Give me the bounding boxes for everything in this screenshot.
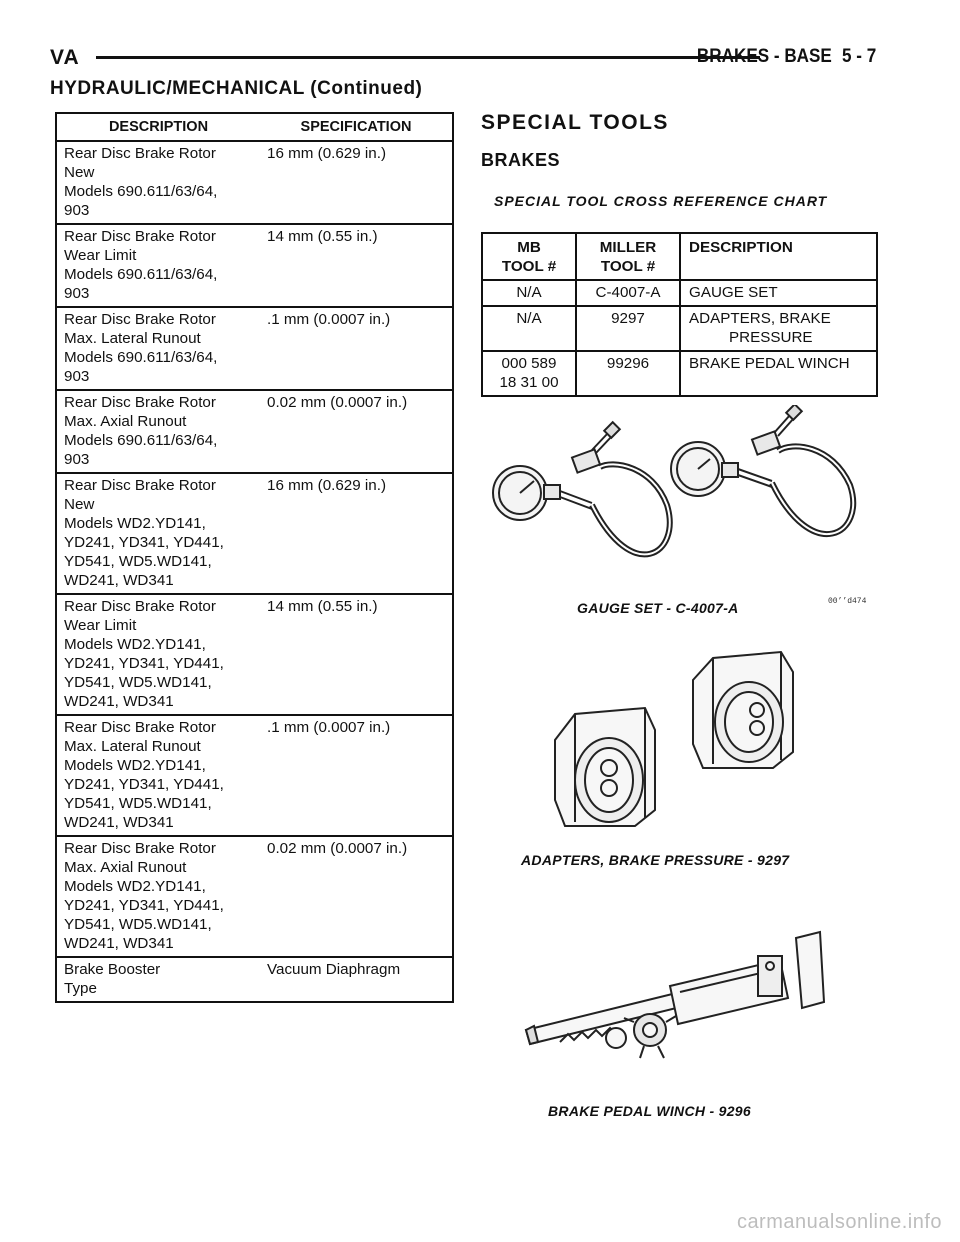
header-section-title: BRAKES - BASE (696, 46, 832, 67)
xref-description (680, 280, 877, 306)
spec-value: .1 mm (0.0007 in.) (260, 307, 453, 390)
gauge-set-figure-code: 00’’d474 (828, 597, 867, 606)
spec-description: Rear Disc Brake Rotor Max. Lateral Runout Models WD2.YD141, YD241, YD341, YD441, YD541, WD5.WD141, WD241, WD341 (56, 715, 260, 836)
spec-value: 16 mm (0.629 in.) (260, 473, 453, 594)
tool-cross-reference-table (481, 232, 878, 397)
spec-table-header-row (56, 113, 453, 141)
gauge-set-illustration (482, 405, 882, 595)
xref-miller-tool: 99296 (576, 351, 680, 396)
spec-description: Rear Disc Brake Rotor Max. Lateral Runout Models 690.611/63/64, 903 (56, 307, 260, 390)
spec-value: .1 mm (0.0007 in.) (260, 715, 453, 836)
section-continued-heading: HYDRAULIC/MECHANICAL (Continued) (50, 78, 423, 99)
xref-mb-tool: 000 589 18 31 00 (482, 351, 576, 396)
spec-description: Rear Disc Brake Rotor New Models 690.611/63/64, 903 (56, 141, 260, 224)
brake-pedal-winch-illustration (520, 930, 840, 1090)
cross-reference-caption: SPECIAL TOOL CROSS REFERENCE CHART (494, 193, 828, 209)
spec-description: Rear Disc Brake Rotor Wear Limit Models WD2.YD141, YD241, YD341, YD441, YD541, WD5.WD141, WD241, WD341 (56, 594, 260, 715)
watermark: carmanualsonline.info (736, 1211, 942, 1233)
table-row (56, 715, 453, 836)
spec-value: 0.02 mm (0.0007 in.) (260, 836, 453, 957)
header-page-number: 5 - 7 (841, 46, 876, 67)
xref-description-continued: PRESSURE (729, 329, 813, 346)
table-row (56, 224, 453, 307)
table-row (56, 473, 453, 594)
brakes-subtitle: BRAKES (481, 150, 561, 170)
xref-header-mb: MB TOOL # (482, 233, 576, 280)
xref-header-miller: MILLER TOOL # (576, 233, 680, 280)
header-manufacturer-code: VA (50, 46, 80, 69)
spec-description: Rear Disc Brake Rotor New Models WD2.YD141, YD241, YD341, YD441, YD541, WD5.WD141, WD241, WD341 (56, 473, 260, 594)
spec-description: Rear Disc Brake Rotor Max. Axial Runout Models WD2.YD141, YD241, YD341, YD441, YD541, WD5.WD141, WD241, WD341 (56, 836, 260, 957)
header-section-page (691, 46, 876, 68)
table-row (56, 594, 453, 715)
spec-value: Vacuum Diaphragm (260, 957, 453, 1002)
spec-description: Rear Disc Brake Rotor Max. Axial Runout Models 690.611/63/64, 903 (56, 390, 260, 473)
spec-value: 16 mm (0.629 in.) (260, 141, 453, 224)
brake-pedal-winch-caption: BRAKE PEDAL WINCH - 9296 (548, 1103, 751, 1119)
gauge-set-caption: GAUGE SET - C-4007-A (577, 600, 739, 616)
adapters-caption: ADAPTERS, BRAKE PRESSURE - 9297 (521, 852, 790, 868)
xref-mb-tool: N/A (482, 280, 576, 306)
xref-description (680, 306, 877, 351)
table-row (56, 390, 453, 473)
spec-description: Rear Disc Brake Rotor Wear Limit Models 690.611/63/64, 903 (56, 224, 260, 307)
xref-description-text: ADAPTERS, BRAKE (689, 310, 831, 327)
xref-header-row (482, 233, 877, 280)
table-row (482, 351, 877, 396)
xref-miller-tool: 9297 (576, 306, 680, 351)
specification-table (55, 112, 454, 1003)
adapters-illustration (545, 650, 845, 840)
spec-header-description: DESCRIPTION (56, 113, 260, 141)
spec-value: 14 mm (0.55 in.) (260, 594, 453, 715)
table-row (56, 957, 453, 1002)
xref-mb-tool: N/A (482, 306, 576, 351)
spec-value: 0.02 mm (0.0007 in.) (260, 390, 453, 473)
xref-description (680, 351, 877, 396)
table-row (482, 306, 877, 351)
xref-miller-tool: C-4007-A (576, 280, 680, 306)
xref-header-description: DESCRIPTION (680, 233, 877, 280)
spec-header-specification: SPECIFICATION (260, 113, 453, 141)
special-tools-title: SPECIAL TOOLS (481, 111, 669, 134)
xref-description-text: GAUGE SET (689, 284, 778, 301)
header-rule (96, 56, 760, 59)
table-row (56, 141, 453, 224)
xref-description-text: BRAKE PEDAL WINCH (689, 355, 850, 372)
table-row (482, 280, 877, 306)
spec-value: 14 mm (0.55 in.) (260, 224, 453, 307)
table-row (56, 836, 453, 957)
table-row (56, 307, 453, 390)
spec-description: Brake Booster Type (56, 957, 260, 1002)
